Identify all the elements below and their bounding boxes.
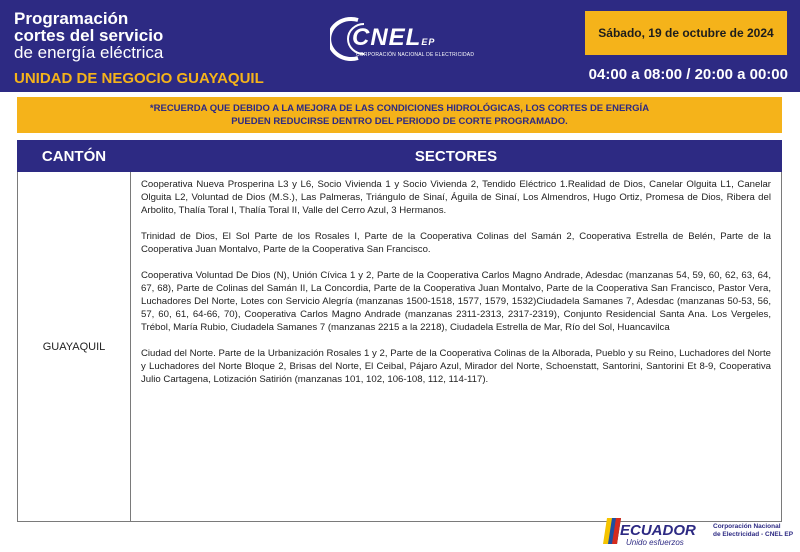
page-title (14, 10, 163, 61)
logo-wordmark: CNELEP (352, 24, 436, 51)
ecuador-flag-icon (603, 518, 621, 544)
footer-corp-line-2: de Electricidad - CNEL EP (713, 531, 794, 538)
footer-country: ECUADOR (620, 522, 696, 539)
outage-hours: 04:00 a 08:00 / 20:00 a 00:00 (588, 66, 788, 83)
title-line-2: cortes del servicio (14, 26, 164, 45)
header-banner (0, 0, 800, 92)
header-sectors: SECTORES (131, 141, 782, 172)
title-line-1: Programación (14, 9, 129, 28)
business-unit-label: UNIDAD DE NEGOCIO GUAYAQUIL (14, 70, 264, 87)
notice-line-2: PUEDEN REDUCIRSE DENTRO DEL PERIODO DE CORTE PROGRAMADO. (231, 116, 568, 127)
footer-corp-line-1: Corporación Nacional (713, 523, 781, 530)
title-line-3: de energía eléctrica (14, 43, 164, 62)
canton-cell: GUAYAQUIL (18, 172, 131, 522)
date-badge (585, 11, 787, 55)
sector-group-1: Cooperativa Nueva Prosperina L3 y L6, Socio Vivienda 1 y Socio Vivienda 2, Tendido Eléctrico 1.Realidad de Dios, Canelar Olguita L1, Canelar Olguita L2, Voluntad de Dios (M.S.), Las Palmeras, Triángulo de Sinaí, Águila de Sinaí, Los Almendros, Hugo Ortiz, Promesa de Dios, Ribera del Arbolito, Thalía Toral I, Thalía Toral II, Valle del Cerro Azul, 3 Hermanos. (141, 179, 771, 216)
footer-corporation (713, 523, 795, 539)
notice-line-1: *RECUERDA QUE DEBIDO A LA MEJORA DE LAS CONDICIONES HIDROLÓGICAS, LOS CORTES DE ENERGÍA (149, 103, 650, 114)
date-text: Sábado, 19 de octubre de 2024 (598, 26, 774, 40)
sector-group-3: Cooperativa Voluntad De Dios (N), Unión Cívica 1 y 2, Parte de la Cooperativa Carlos Magno Andrade, Adesdac (manzanas 54, 59, 60, 62, 63, 64, 67, 68), Parte de Colinas del Samán II, La Concordia, Parte de la Cooperativa Juan Montalvo, Parte de la Cooperativa San Francisco, Pastor Vera, Luchadores Del Norte, Lotes con Servicio Alegría (manzanas 1500-1518, 1577, 1579, 1532)Ciudadela Samanes 7, Adesdac (manzanas 50-53, 56, 57, 60, 61, 64-66, 70), Cooperativa Carlos Magno Andrade (manzanas 2311-2313, 2317-2319), Conjunto Residencial Santa Ana. Los Vergeles, Trébol, María Rubio, Ciudadela Samanes 7 (manzanas 2215 a la 2218), Ciudadela Estrella de Mar, Río del Sol, Huancavilca (141, 270, 771, 333)
notice-banner (17, 97, 782, 133)
header-canton: CANTÓN (18, 141, 131, 172)
schedule-table (17, 140, 782, 522)
footer-slogan: Unido esfuerzos (626, 538, 684, 547)
sectors-cell (131, 172, 782, 522)
logo-subtitle: CORPORACIÓN NACIONAL DE ELECTRICIDAD (356, 52, 475, 58)
table-row (18, 172, 782, 522)
sector-group-4: Ciudad del Norte. Parte de la Urbanización Rosales 1 y 2, Parte de la Cooperativa Colinas de la Alborada, Pueblo y su Reino, Luchadores del Norte y Luchadores del Norte Bloque 2, Brisas del Norte, El Ceibal, Pájaro Azul, Mirador del Norte, Schoenstatt, Santorini, Santorini Et 8-9, Cooperativa Julio Cartagena, Lotización Satirión (manzanas 101, 102, 106-108, 112, 114-117). (141, 348, 771, 385)
sector-group-2: Trinidad de Dios, El Sol Parte de los Rosales I, Parte de la Cooperativa Colinas del Samán 2, Cooperativa Estrella de Belén, Parte de la Cooperativa Juan Montalvo, Parte de la Cooperativa San Francisco. (141, 231, 771, 255)
table-header-row (18, 141, 782, 172)
